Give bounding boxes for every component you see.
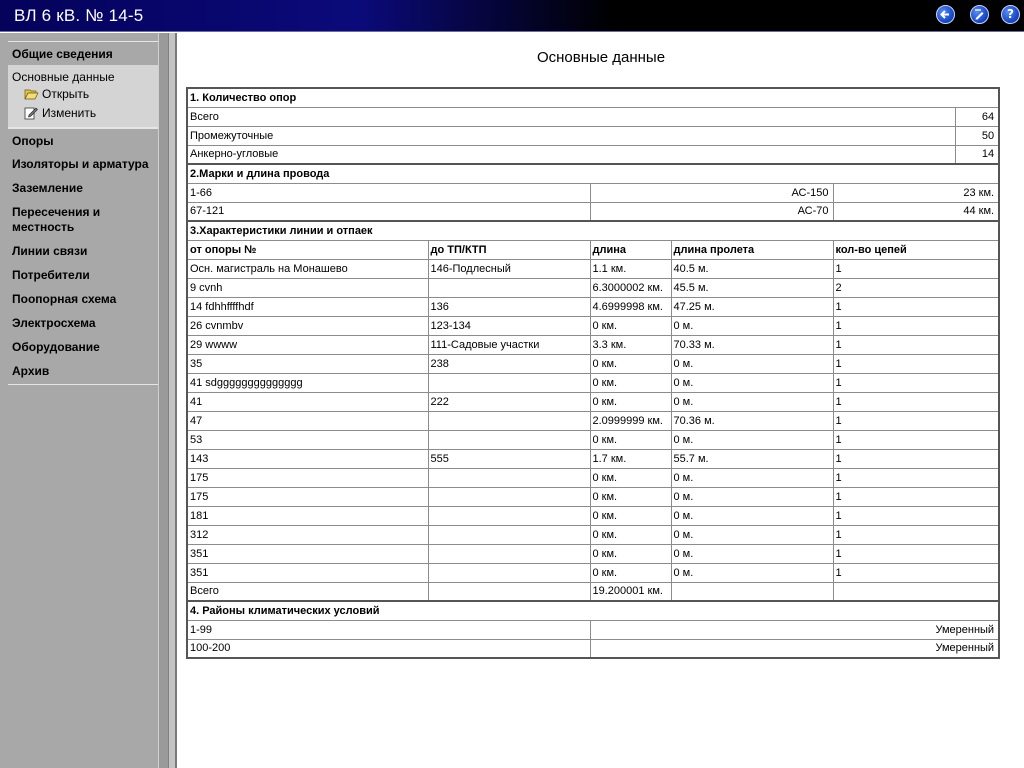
- edit-pencil-icon[interactable]: [970, 5, 989, 24]
- table-cell: 1: [833, 525, 999, 544]
- table-cell: 67-121: [187, 202, 590, 221]
- table-cell: 312: [187, 525, 428, 544]
- table-cell: [428, 563, 590, 582]
- table-cell: 26 cvnmbv: [187, 316, 428, 335]
- table-row: [187, 202, 999, 221]
- sidebar-item-label: Основные данные: [12, 70, 115, 84]
- table-row: [187, 392, 999, 411]
- table-cell: 0 м.: [671, 544, 833, 563]
- data-table: [186, 87, 1000, 659]
- table-cell: 143: [187, 449, 428, 468]
- table-cell: 70.33 м.: [671, 335, 833, 354]
- sidebar-divider: [158, 33, 168, 768]
- table-cell: 0 км.: [590, 525, 671, 544]
- table-cell: 222: [428, 392, 590, 411]
- table-row: [187, 316, 999, 335]
- app-title: ВЛ 6 кВ. № 14-5: [14, 6, 144, 25]
- title-bar: [0, 0, 1024, 32]
- table-cell: [833, 582, 999, 601]
- table-cell: 146-Подлесный: [428, 259, 590, 278]
- sidebar-item-pole-scheme[interactable]: Поопорная схема: [8, 287, 158, 313]
- table-cell: [428, 468, 590, 487]
- table-cell: 0 км.: [590, 373, 671, 392]
- table-cell: 40.5 м.: [671, 259, 833, 278]
- table-cell: 0 км.: [590, 506, 671, 525]
- table-cell: 23 км.: [833, 183, 999, 202]
- table-cell: 1: [833, 487, 999, 506]
- sidebar-item-supports[interactable]: Опоры: [8, 128, 158, 155]
- table-cell: 1: [833, 411, 999, 430]
- table-cell: АС-150: [590, 183, 833, 202]
- section-header: [187, 164, 999, 183]
- table-cell: 0 м.: [671, 373, 833, 392]
- table-cell: 0 м.: [671, 392, 833, 411]
- table-cell: АС-70: [590, 202, 833, 221]
- help-icon[interactable]: ?: [1001, 5, 1020, 24]
- table-cell: [428, 487, 590, 506]
- table-header-row: [187, 240, 999, 259]
- table-cell: [671, 582, 833, 601]
- table-cell: 175: [187, 468, 428, 487]
- table-cell: Промежуточные: [187, 126, 955, 145]
- table-cell: 1: [833, 430, 999, 449]
- table-cell: 53: [187, 430, 428, 449]
- table-cell: 0 км.: [590, 487, 671, 506]
- table-cell: 14 fdhhffffhdf: [187, 297, 428, 316]
- table-cell: 41 sdgggggggggggggg: [187, 373, 428, 392]
- splitter[interactable]: [168, 33, 177, 768]
- sidebar-subitem-edit[interactable]: [12, 104, 154, 123]
- back-arrow-icon[interactable]: [936, 5, 955, 24]
- section-header: [187, 221, 999, 240]
- table-row: [187, 278, 999, 297]
- table-cell: 35: [187, 354, 428, 373]
- table-cell: 1: [833, 544, 999, 563]
- table-cell: 41: [187, 392, 428, 411]
- table-row: [187, 620, 999, 639]
- table-cell: 0 км.: [590, 544, 671, 563]
- sidebar-item-main-data[interactable]: [8, 65, 158, 128]
- table-cell: 44 км.: [833, 202, 999, 221]
- table-cell: 64: [955, 107, 999, 126]
- subitem-label: Изменить: [42, 106, 97, 120]
- table-row: [187, 354, 999, 373]
- table-cell: 0 м.: [671, 487, 833, 506]
- table-row: [187, 335, 999, 354]
- table-cell: 1-99: [187, 620, 590, 639]
- table-cell: 0 м.: [671, 563, 833, 582]
- table-cell: 1-66: [187, 183, 590, 202]
- sidebar-item-equipment[interactable]: Оборудование: [8, 335, 158, 361]
- table-cell: [428, 373, 590, 392]
- table-cell: 3.3 км.: [590, 335, 671, 354]
- table-row: [187, 544, 999, 563]
- subitem-label: Открыть: [42, 87, 90, 101]
- table-cell: 1: [833, 259, 999, 278]
- table-cell: 70.36 м.: [671, 411, 833, 430]
- table-cell: 1: [833, 392, 999, 411]
- table-cell: 0 м.: [671, 316, 833, 335]
- sidebar-item-grounding[interactable]: Заземление: [8, 176, 158, 202]
- table-cell: [428, 506, 590, 525]
- table-cell: 351: [187, 544, 428, 563]
- sidebar-item-electric-scheme[interactable]: Электросхема: [8, 311, 158, 337]
- table-row: [187, 145, 999, 164]
- table-cell: 1.7 км.: [590, 449, 671, 468]
- table-cell: 181: [187, 506, 428, 525]
- table-cell: Осн. магистраль на Монашево: [187, 259, 428, 278]
- table-row: [187, 126, 999, 145]
- section-title: 1. Количество опор: [187, 88, 999, 107]
- table-cell: 50: [955, 126, 999, 145]
- sidebar-item-comm-lines[interactable]: Линии связи: [8, 239, 158, 265]
- sidebar-item-crossings[interactable]: Пересечения и местность: [8, 200, 158, 241]
- table-cell: 136: [428, 297, 590, 316]
- table-cell: 4.6999998 км.: [590, 297, 671, 316]
- table-cell: 0 м.: [671, 468, 833, 487]
- section-title: 3.Характеристики линии и отпаек: [187, 221, 999, 240]
- table-row: [187, 525, 999, 544]
- table-cell: 555: [428, 449, 590, 468]
- table-cell: 1: [833, 449, 999, 468]
- table-cell: 1: [833, 297, 999, 316]
- table-cell: 0 км.: [590, 316, 671, 335]
- table-cell: 1: [833, 316, 999, 335]
- table-row: [187, 430, 999, 449]
- table-row: [187, 449, 999, 468]
- column-header: от опоры №: [187, 240, 428, 259]
- table-cell: 111-Садовые участки: [428, 335, 590, 354]
- column-header: длина: [590, 240, 671, 259]
- table-row: [187, 259, 999, 278]
- section-header: [187, 601, 999, 620]
- table-row: [187, 373, 999, 392]
- table-row: [187, 639, 999, 658]
- table-row: [187, 107, 999, 126]
- table-cell: 1: [833, 506, 999, 525]
- table-cell: [428, 430, 590, 449]
- table-cell: 6.3000002 км.: [590, 278, 671, 297]
- table-cell: 55.7 м.: [671, 449, 833, 468]
- table-row: [187, 297, 999, 316]
- column-header: до ТП/КТП: [428, 240, 590, 259]
- table-cell: 0 м.: [671, 354, 833, 373]
- table-cell: 45.5 м.: [671, 278, 833, 297]
- column-header: длина пролета: [671, 240, 833, 259]
- table-cell: [428, 582, 590, 601]
- table-total-row: [187, 582, 999, 601]
- folder-open-icon: [24, 87, 39, 101]
- table-cell: 1.1 км.: [590, 259, 671, 278]
- sidebar-item-consumers[interactable]: Потребители: [8, 263, 158, 289]
- sidebar-item-archive[interactable]: Архив: [8, 359, 158, 385]
- table-cell: 9 cvnh: [187, 278, 428, 297]
- table-cell: 0 м.: [671, 506, 833, 525]
- column-header: кол-во цепей: [833, 240, 999, 259]
- edit-document-icon: [24, 106, 39, 120]
- table-cell: 1: [833, 373, 999, 392]
- table-cell: 1: [833, 563, 999, 582]
- table-cell: 14: [955, 145, 999, 164]
- table-cell: 1: [833, 468, 999, 487]
- table-cell: [428, 278, 590, 297]
- table-cell: 175: [187, 487, 428, 506]
- sidebar-item-general[interactable]: Общие сведения: [8, 41, 158, 68]
- table-cell: [428, 411, 590, 430]
- table-row: [187, 487, 999, 506]
- table-cell: 238: [428, 354, 590, 373]
- table-cell: 1: [833, 354, 999, 373]
- table-cell: 351: [187, 563, 428, 582]
- page-title: Основные данные: [536, 49, 666, 66]
- table-cell: Всего: [187, 582, 428, 601]
- section-title: 4. Районы климатических условий: [187, 601, 999, 620]
- table-cell: 0 км.: [590, 392, 671, 411]
- table-cell: Умеренный: [590, 639, 999, 658]
- table-cell: Умеренный: [590, 620, 999, 639]
- section3-rows: [187, 259, 999, 582]
- sidebar-item-insulators[interactable]: Изоляторы и арматура: [8, 152, 158, 178]
- table-row: [187, 183, 999, 202]
- section-header: [187, 88, 999, 107]
- table-cell: 0 км.: [590, 468, 671, 487]
- table-cell: Анкерно-угловые: [187, 145, 955, 164]
- table-cell: 2.0999999 км.: [590, 411, 671, 430]
- sidebar-subitem-open[interactable]: [12, 85, 154, 104]
- table-cell: 1: [833, 335, 999, 354]
- table-cell: 0 км.: [590, 430, 671, 449]
- table-cell: 0 м.: [671, 525, 833, 544]
- table-cell: 0 м.: [671, 430, 833, 449]
- table-cell: 47.25 м.: [671, 297, 833, 316]
- table-cell: 0 км.: [590, 563, 671, 582]
- table-cell: Всего: [187, 107, 955, 126]
- table-cell: 123-134: [428, 316, 590, 335]
- table-cell: [428, 525, 590, 544]
- table-row: [187, 411, 999, 430]
- table-cell: 100-200: [187, 639, 590, 658]
- table-row: [187, 506, 999, 525]
- table-row: [187, 468, 999, 487]
- table-cell: 19.200001 км.: [590, 582, 671, 601]
- section-title: 2.Марки и длина провода: [187, 164, 999, 183]
- table-cell: 29 wwww: [187, 335, 428, 354]
- table-row: [187, 563, 999, 582]
- table-cell: 47: [187, 411, 428, 430]
- table-cell: [428, 544, 590, 563]
- table-cell: 2: [833, 278, 999, 297]
- table-cell: 0 км.: [590, 354, 671, 373]
